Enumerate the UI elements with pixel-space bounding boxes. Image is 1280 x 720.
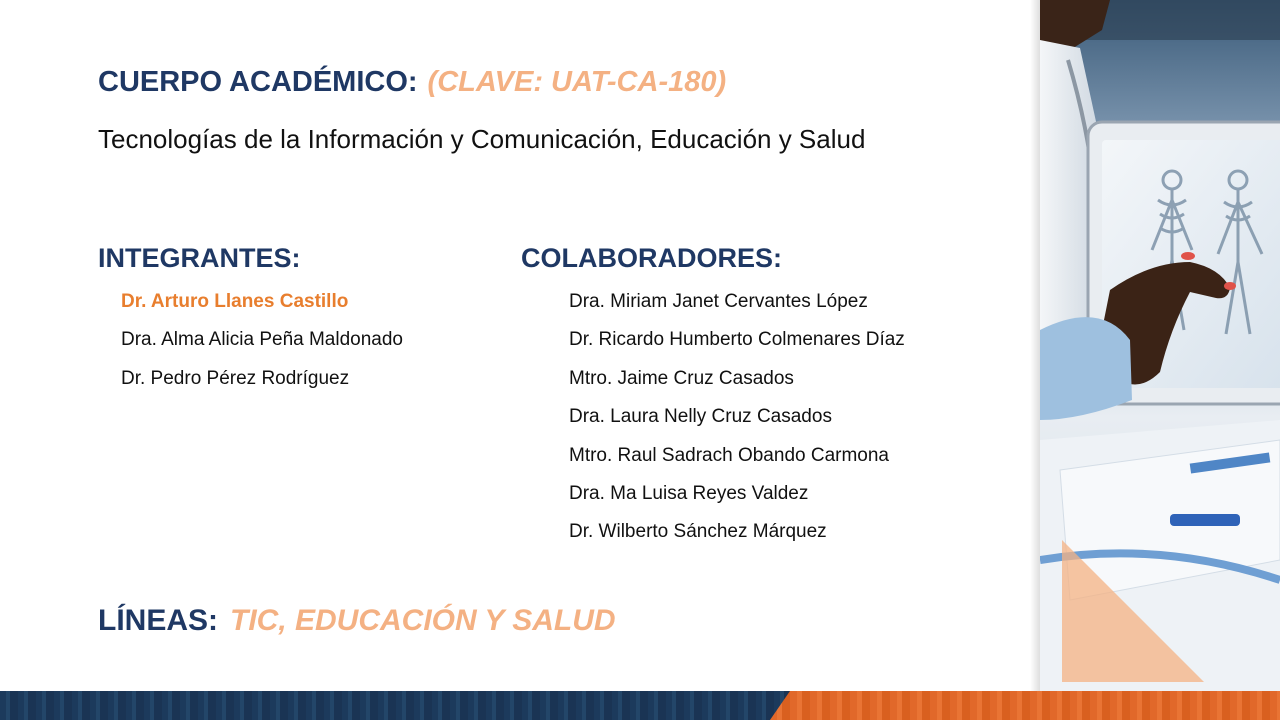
list-item: Mtro. Raul Sadrach Obando Carmona <box>569 444 889 466</box>
lineas-label: LÍNEAS: <box>98 604 218 637</box>
page-title <box>98 66 726 99</box>
list-item: Mtro. Jaime Cruz Casados <box>569 367 794 389</box>
colaboradores-heading: COLABORADORES: <box>521 243 782 273</box>
lineas-heading <box>98 604 616 638</box>
title-label: CUERPO ACADÉMICO: <box>98 66 418 98</box>
list-item: Dra. Miriam Janet Cervantes López <box>569 291 868 312</box>
list-item: Dr. Pedro Pérez Rodríguez <box>121 367 350 389</box>
integrantes-list <box>121 291 403 406</box>
list-item: Dra. Ma Luisa Reyes Valdez <box>569 482 809 504</box>
clave-label: (CLAVE: UAT-CA-180) <box>427 66 727 98</box>
page-subtitle: Tecnologías de la Información y Comunicación, Educación y Salud <box>98 124 866 154</box>
list-item: Dr. Wilberto Sánchez Márquez <box>569 521 827 543</box>
doctor-tablet-photo <box>1040 0 1280 694</box>
integrantes-heading: INTEGRANTES: <box>98 243 301 273</box>
lineas-value: TIC, EDUCACIÓN Y SALUD <box>230 604 616 637</box>
list-item: Dr. Ricardo Humberto Colmenares Díaz <box>569 329 905 351</box>
doctor-tablet-skeleton-icon <box>1040 0 1280 694</box>
list-item: Dra. Alma Alicia Peña Maldonado <box>121 329 403 351</box>
footer-band-blue <box>0 691 790 720</box>
colaboradores-list <box>569 291 905 560</box>
footer-band-orange <box>770 691 1280 720</box>
list-item: Dra. Laura Nelly Cruz Casados <box>569 406 832 428</box>
list-item: Dr. Arturo Llanes Castillo <box>121 291 349 312</box>
